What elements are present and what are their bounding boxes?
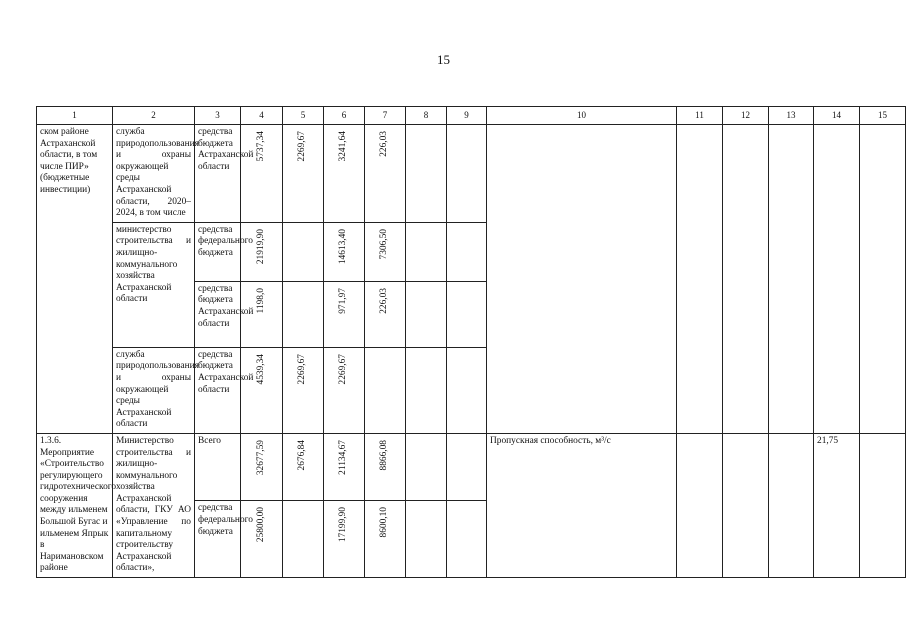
executor-cell: министерство строительства и жилищно-коммунального хозяйства Астраханской области	[113, 222, 195, 347]
total-cell	[241, 501, 283, 578]
year-2024-cell	[365, 433, 406, 501]
empty-cell	[447, 222, 487, 281]
funding-source-cell: средства бюджета Астраханской области	[195, 125, 241, 223]
value-text: 8600,10	[379, 507, 390, 538]
empty-cell	[406, 347, 447, 433]
year-2023-cell	[324, 433, 365, 501]
target-value-cell: 21,75	[814, 433, 860, 577]
total-cell	[241, 222, 283, 281]
value-text: 971,97	[338, 287, 349, 314]
empty-cell	[677, 433, 723, 577]
empty-cell	[723, 125, 769, 434]
funding-source-cell: средства бюджета Астраханской области	[195, 281, 241, 347]
col-header-12: 12	[723, 107, 769, 125]
value-text: 2269,67	[338, 353, 349, 385]
value-text: 2676,84	[297, 439, 308, 471]
empty-cell	[283, 222, 324, 281]
value-text: 17199,90	[338, 507, 349, 543]
total-cell	[241, 433, 283, 501]
funding-source-cell: средства федерального бюджета	[195, 501, 241, 578]
col-header-15: 15	[860, 107, 906, 125]
value-text: 7306,50	[379, 228, 390, 260]
empty-cell	[406, 281, 447, 347]
empty-cell	[406, 222, 447, 281]
empty-cell	[447, 501, 487, 578]
empty-cell	[723, 433, 769, 577]
year-2024-cell	[365, 501, 406, 578]
empty-cell	[769, 125, 814, 434]
col-header-8: 8	[406, 107, 447, 125]
empty-cell	[406, 125, 447, 223]
col-header-1: 1	[37, 107, 113, 125]
funding-source-cell: средства бюджета Астраханской области	[195, 347, 241, 433]
value-text: 14613,40	[338, 228, 349, 264]
col-header-11: 11	[677, 107, 723, 125]
empty-cell	[365, 347, 406, 433]
total-cell	[241, 347, 283, 433]
empty-cell	[677, 125, 723, 434]
value-text: 5737,34	[255, 131, 266, 162]
empty-cell	[769, 433, 814, 577]
table-row	[37, 125, 906, 223]
col-header-4: 4	[241, 107, 283, 125]
col-header-2: 2	[113, 107, 195, 125]
empty-cell	[447, 433, 487, 501]
empty-cell	[406, 501, 447, 578]
executor-cell: служба природопользования и охраны окружающей среды Астраханской области	[113, 347, 195, 433]
total-cell	[241, 125, 283, 223]
empty-cell	[447, 281, 487, 347]
value-text: 4539,34	[255, 353, 266, 385]
empty-cell	[406, 433, 447, 501]
budget-table	[36, 106, 906, 578]
value-text: 2269,67	[297, 131, 308, 162]
year-2023-cell	[324, 347, 365, 433]
year-2022-cell	[283, 125, 324, 223]
measure-name-cell: 1.3.6. Мероприятие «Строительство регулирующего гидротехнического сооружения между ильменем Большой Бугас и ильменем Япрык в Наримановском районе	[37, 433, 113, 577]
year-2022-cell	[283, 347, 324, 433]
value-text: 25800,00	[255, 507, 266, 543]
empty-cell	[283, 281, 324, 347]
col-header-3: 3	[195, 107, 241, 125]
year-2023-cell	[324, 501, 365, 578]
empty-cell	[447, 125, 487, 223]
value-text: 3241,64	[338, 131, 349, 162]
value-text: 21919,90	[255, 228, 266, 264]
indicator-cell: Пропускная способность, м³/с	[487, 433, 677, 577]
year-2023-cell	[324, 281, 365, 347]
funding-source-cell: средства федерального бюджета	[195, 222, 241, 281]
measure-name-cell: ском районе Астраханской области, в том числе ПИР» (бюджетные инвестиции)	[37, 125, 113, 434]
executor-cell: Министерство строительства и жилищно-коммунального хозяйства Астраханской области, ГКУ АО «Управление по капитальному строительству Астраханской области»,	[113, 433, 195, 577]
year-2023-cell	[324, 222, 365, 281]
col-header-13: 13	[769, 107, 814, 125]
col-header-14: 14	[814, 107, 860, 125]
funding-source-cell: Всего	[195, 433, 241, 501]
empty-cell	[283, 501, 324, 578]
col-header-5: 5	[283, 107, 324, 125]
empty-cell	[860, 433, 906, 577]
col-header-6: 6	[324, 107, 365, 125]
year-2024-cell	[365, 222, 406, 281]
header-row	[37, 107, 906, 125]
executor-cell: служба природопользования и охраны окружающей среды Астраханской области, 2020–2024, в том числе	[113, 125, 195, 223]
table-row	[37, 433, 906, 501]
page-number: 15	[437, 52, 450, 67]
year-2024-cell	[365, 281, 406, 347]
col-header-7: 7	[365, 107, 406, 125]
empty-cell	[814, 125, 860, 434]
value-text: 8866,08	[379, 439, 390, 471]
empty-cell	[860, 125, 906, 434]
value-text: 21134,67	[338, 439, 349, 475]
col-header-9: 9	[447, 107, 487, 125]
year-2023-cell	[324, 125, 365, 223]
indicator-cell	[487, 125, 677, 434]
empty-cell	[447, 347, 487, 433]
year-2022-cell	[283, 433, 324, 501]
value-text: 1198,0	[255, 287, 266, 314]
value-text: 226,03	[379, 131, 390, 157]
value-text: 226,03	[379, 287, 390, 314]
year-2024-cell	[365, 125, 406, 223]
col-header-10: 10	[487, 107, 677, 125]
value-text: 32677,59	[255, 439, 266, 476]
value-text: 2269,67	[297, 353, 308, 385]
